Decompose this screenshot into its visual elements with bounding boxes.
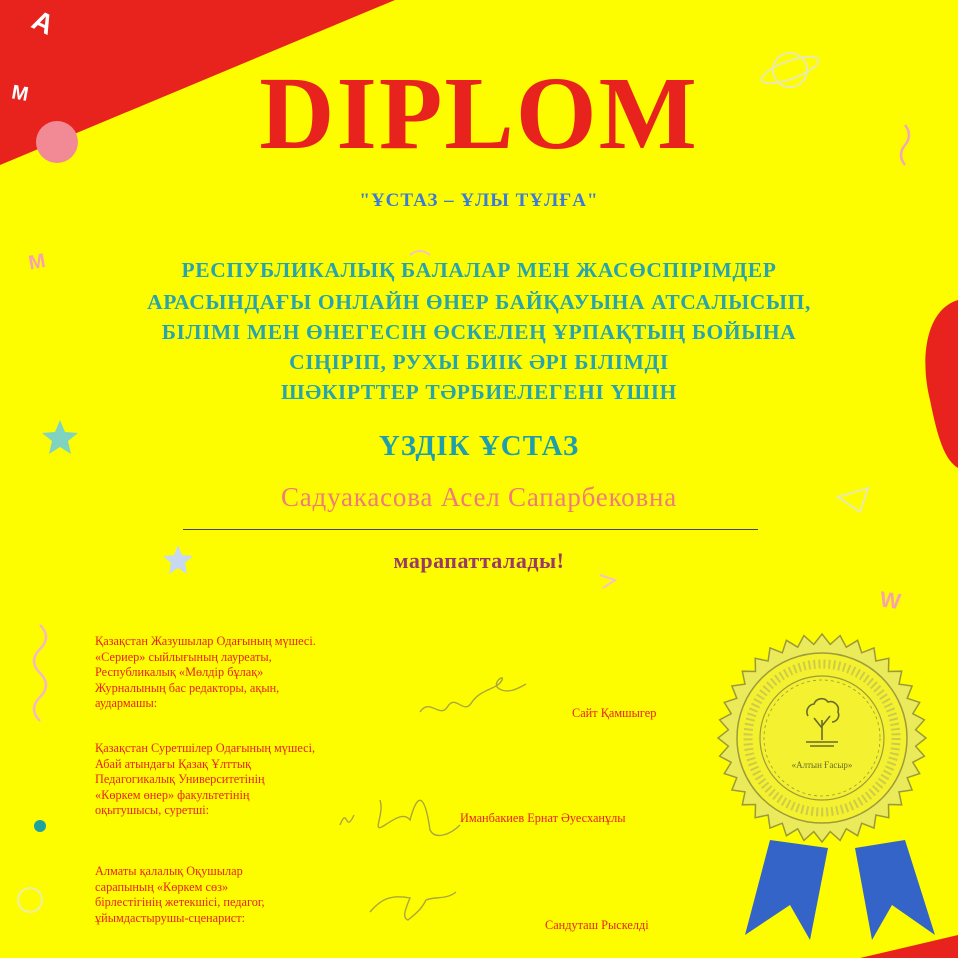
ring: [18, 888, 42, 912]
seal-center-text: «Алтын Ғасыр»: [791, 760, 853, 770]
signature-1: [420, 678, 526, 712]
squiggle: [34, 625, 46, 721]
signatory-credentials: Алматы қалалық Оқушылар сарапының «Көркем сөз» бірлестігінің жетекшісі, педагог, ұйымдастырушы-сценарист:: [95, 864, 265, 925]
signatory-credentials: Қазақстан Жазушылар Одағының мүшесі. «Сериер» сыйлығының лауреаты, Республикалық «Мөлдір бұлақ» Журналының бас редакторы, ақын, аудармашы:: [95, 634, 316, 710]
teal-dot: [34, 820, 46, 832]
decor-letter: A: [27, 4, 59, 41]
award-title: ҮЗДІК ҰСТАЗ: [378, 430, 580, 462]
awarded-text: марапатталады!: [393, 548, 565, 573]
contest-name: "ҰСТАЗ – ҰЛЫ ТҰЛҒА": [359, 190, 599, 211]
squiggle: [600, 575, 615, 588]
red-bottom-strip: [860, 935, 958, 958]
squiggle: [410, 251, 430, 255]
name-underline: [183, 529, 758, 530]
decor-letter: W: [878, 586, 903, 615]
body-line: РЕСПУБЛИКАЛЫҚ БАЛАЛАР МЕН ЖАСӨСПІРІМДЕР: [181, 258, 777, 282]
seal-rosette: [718, 634, 935, 940]
diploma-title: DIPLOM: [259, 56, 699, 171]
body-line: БІЛІМІ МЕН ӨНЕГЕСІН ӨСКЕЛЕҢ ҰРПАҚТЫҢ БОЙЫНА: [161, 320, 797, 344]
decor-letter: M: [9, 81, 31, 106]
decor-letter: M: [26, 249, 48, 275]
signatory-name: Иманбакиев Ернат Әуесханұлы: [460, 811, 626, 825]
recipient-name: Садуакасова Асел Сапарбековна: [280, 482, 678, 512]
signatory-credentials: Қазақстан Суретшілер Одағының мүшесі, Абай атындағы Қазақ Ұлттық Педагогикалық Университетінің «Көркем өнер» факультетінің оқытушысы, суретші:: [95, 741, 316, 817]
ribbon-right: [855, 840, 935, 940]
signatory-name: Сайт Қамшыгер: [572, 706, 657, 720]
signatory-name: Сандуташ Рыскелді: [545, 918, 649, 932]
body-line: ШӘКІРТТЕР ТӘРБИЕЛЕГЕНІ ҮШІН: [281, 380, 677, 404]
body-line: СІҢІРІП, РУХЫ БИІК ӘРІ БІЛІМДІ: [289, 350, 669, 374]
body-line: АРАСЫНДАҒЫ ОНЛАЙН ӨНЕР БАЙҚАУЫНА АТСАЛЫСЫП,: [147, 290, 811, 314]
ribbon-left: [745, 840, 828, 940]
